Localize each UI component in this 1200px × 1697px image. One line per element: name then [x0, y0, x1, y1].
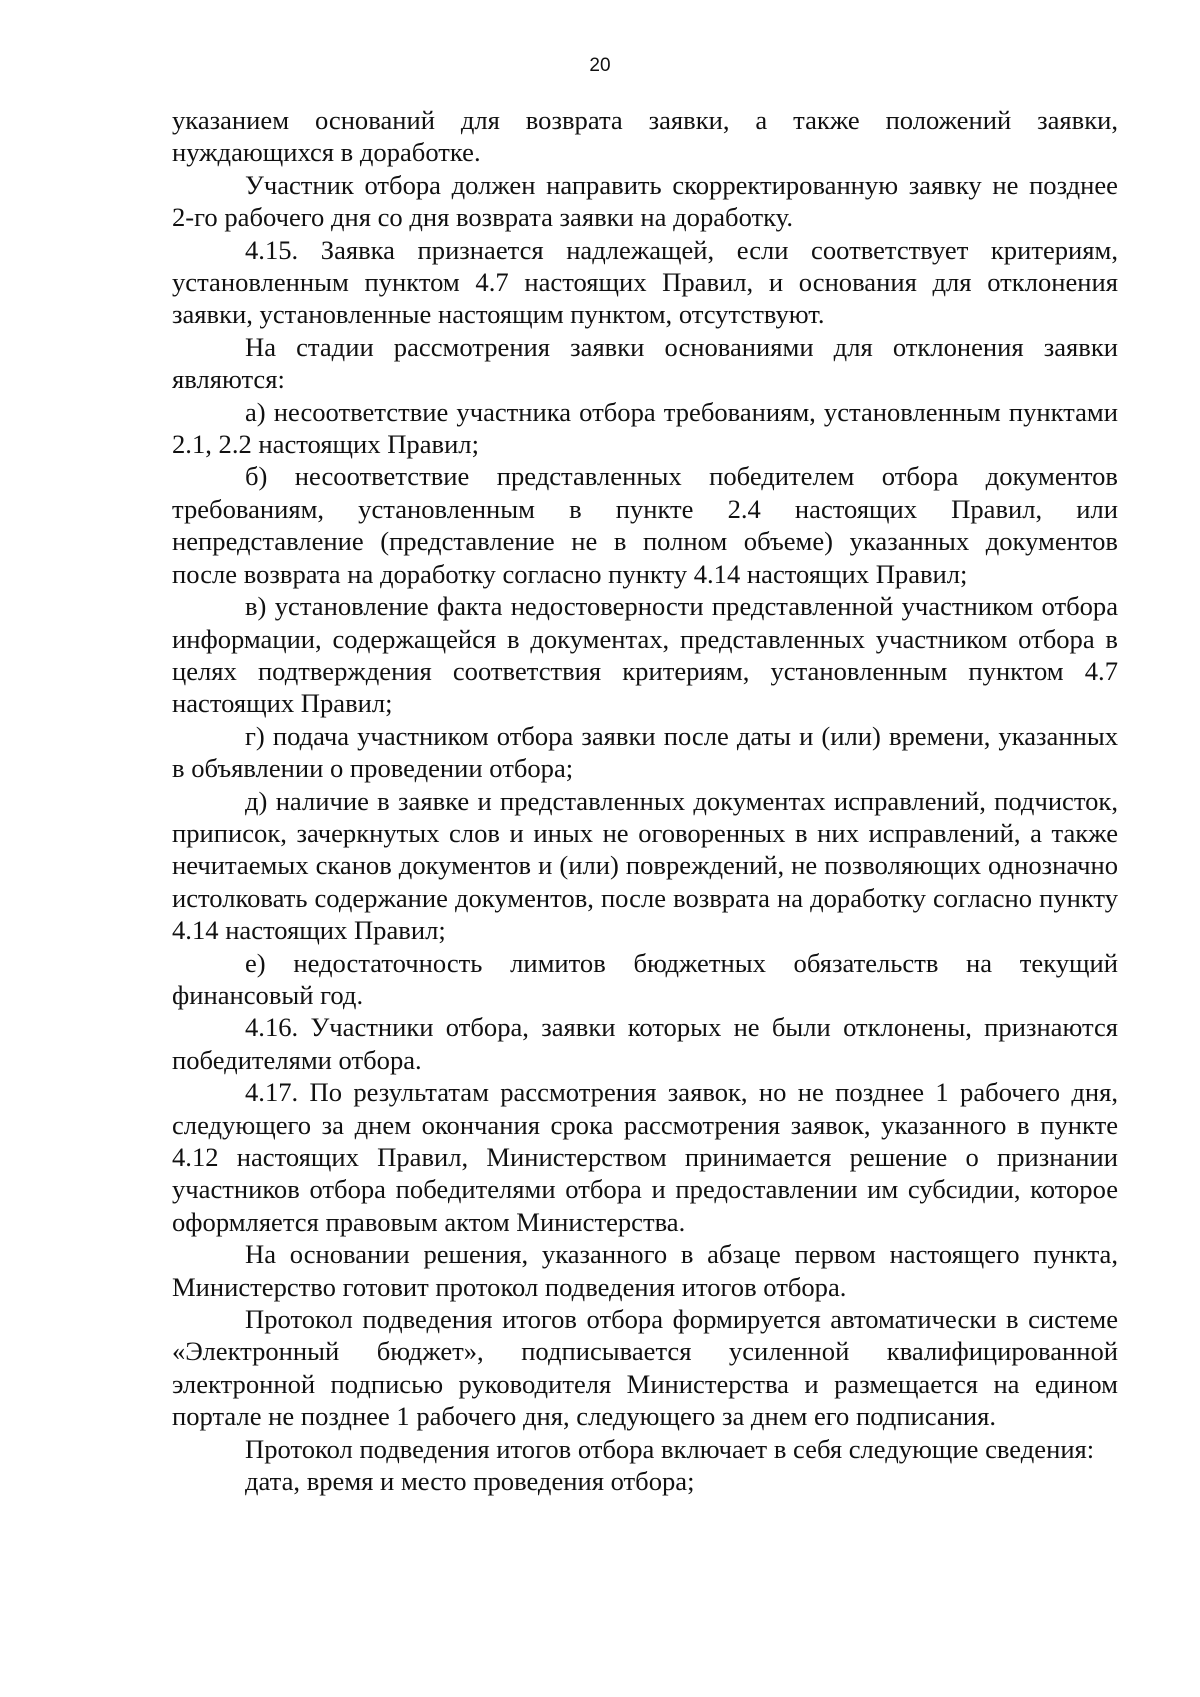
paragraph-4-15: 4.15. Заявка признается надлежащей, если соответствует критериям, установленным пунктом 4.7 настоящих Правил, и основания для отклонения заявки, установленные настоящим пунктом, отсутствуют. — [172, 234, 1118, 330]
paragraph-4-16: 4.16. Участники отбора, заявки которых не были отклонены, признаются победителями отбора. — [172, 1012, 1118, 1075]
list-item-date-time-place: дата, время и место проведения отбора; — [245, 1466, 695, 1497]
list-item-g: г) подача участником отбора заявки после даты и (или) времени, указанных в объявлении о проведении отбора; — [172, 720, 1118, 784]
paragraph-protocol-contents: Протокол подведения итогов отбора включает в себя следующие сведения: — [245, 1433, 1095, 1464]
paragraph-protocol-formation: Протокол подведения итогов отбора формируется автоматически в системе «Электронный бюджет», подписывается усиленной квалифицированной электронной подписью руководителя Министерства и размещается на едином портале не позднее 1 рабочего дня, следующего за днем его подписания. — [172, 1304, 1118, 1432]
paragraph-protocol-preparation: На основании решения, указанного в абзаце первом настоящего пункта, Министерство готовит протокол подведения итогов отбора. — [172, 1239, 1118, 1302]
paragraph-rejection-grounds-intro: На стадии рассмотрения заявки основаниями для отклонения заявки являются: — [172, 331, 1118, 395]
list-item-a: а) несоответствие участника отбора требованиям, установленным пунктами 2.1, 2.2 настоящих Правил; — [172, 396, 1118, 460]
paragraph-4-17: 4.17. По результатам рассмотрения заявок, но не позднее 1 рабочего дня, следующего за днем окончания срока рассмотрения заявок, указанного в пункте 4.12 настоящих Правил, Министерством принимается решение о признании участников отбора победителями отбора и предоставлении им субсидии, которое оформляется правовым актом Министерства. — [172, 1077, 1118, 1237]
list-item-d: д) наличие в заявке и представленных документах исправлений, подчисток, приписок, зачеркнутых слов и иных не оговоренных в них исправлений, а также нечитаемых сканов документов и (или) повреждений, не позволяющих однозначно истолковать содержание документов, после возврата на доработку согласно пункту 4.14 настоящих Правил; — [172, 785, 1118, 946]
page-number: 20 — [589, 55, 611, 76]
document-body — [172, 104, 1118, 1497]
paragraph-continuation: указанием оснований для возврата заявки, а также положений заявки, нуждающихся в доработке. — [172, 105, 1118, 168]
paragraph-resubmission-deadline: Участник отбора должен направить скорректированную заявку не позднее 2-го рабочего дня со дня возврата заявки на доработку. — [172, 169, 1118, 233]
list-item-e: е) недостаточность лимитов бюджетных обязательств на текущий финансовый год. — [172, 947, 1118, 1010]
list-item-b: б) несоответствие представленных победителем отбора документов требованиям, установленным в пункте 2.4 настоящих Правил, или непредставление (представление не в полном объеме) указанных документов после возврата на доработку согласно пункту 4.14 настоящих Правил; — [172, 461, 1118, 589]
list-item-v: в) установление факта недостоверности представленной участником отбора информации, содержащейся в документах, представленных участником отбора в целях подтверждения соответствия критериям, установленным пунктом 4.7 настоящих Правил; — [172, 591, 1118, 719]
